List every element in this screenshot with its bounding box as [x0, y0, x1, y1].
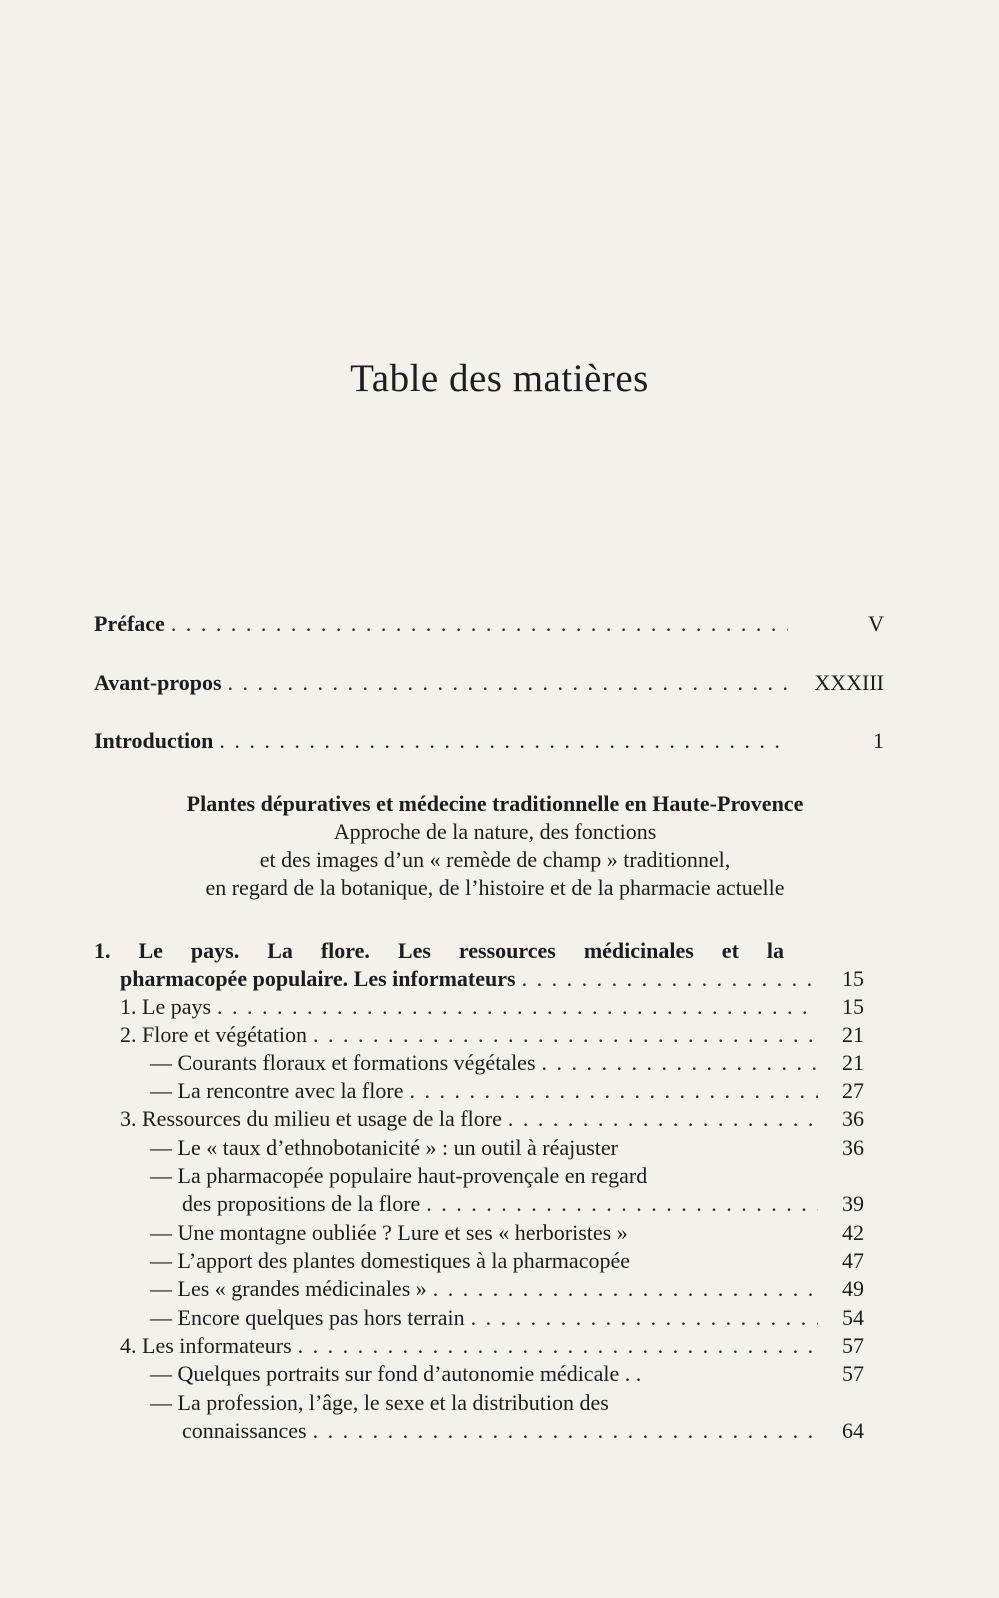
- toc-entry-label: Introduction: [94, 728, 214, 753]
- toc-subentry-label: 3. Ressources du milieu et usage de la flore: [120, 1106, 502, 1131]
- part-subtitle-line: en regard de la botanique, de l’histoire et de la pharmacie actuelle: [205, 875, 785, 900]
- toc-subentry-label: 4. Les informateurs: [120, 1333, 292, 1358]
- chapter-page: 15: [842, 966, 864, 991]
- dot-leader: [409, 1077, 818, 1105]
- part-title: Plantes dépuratives et médecine traditionnelle en Haute-Provence: [186, 791, 804, 816]
- toc-entry-introduction: [94, 727, 884, 755]
- toc-subentry: [150, 1360, 864, 1388]
- toc-subentry: [150, 1219, 864, 1247]
- dot-leader: [426, 1190, 818, 1218]
- toc-subentry-page: 49: [842, 1276, 864, 1301]
- toc-subentry: [150, 1077, 864, 1105]
- toc-subentry-page: 21: [842, 1022, 864, 1047]
- toc-subentry: [182, 1190, 864, 1218]
- dot-leader: [508, 1105, 818, 1133]
- toc-entry-label: Avant-propos: [94, 670, 222, 695]
- toc-subentry-label: — La rencontre avec la flore: [150, 1078, 404, 1103]
- toc-subentry-page: 47: [842, 1248, 864, 1273]
- toc-subentry-page: 39: [842, 1191, 864, 1216]
- toc-subentry-page: 27: [842, 1078, 864, 1103]
- toc-subentry-label: — Les « grandes médicinales »: [150, 1276, 427, 1301]
- toc-subentry: [120, 1332, 864, 1360]
- toc-entry-preface: [94, 610, 884, 638]
- toc-subentry-label: — L’apport des plantes domestiques à la pharmacopée: [150, 1248, 630, 1273]
- toc-subentry-label: — Quelques portraits sur fond d’autonomie médicale . .: [150, 1361, 642, 1386]
- page-title: Table des matières: [350, 357, 649, 400]
- toc-subentry: [182, 1417, 864, 1445]
- toc-subentry-label: des propositions de la flore: [182, 1191, 421, 1216]
- toc-subentry-label: — La profession, l’âge, le sexe et la distribution des: [150, 1390, 609, 1415]
- chapter-heading-label: pharmacopée populaire. Les informateurs: [120, 966, 516, 991]
- dot-leader: [298, 1332, 818, 1360]
- toc-subentry-page: 54: [842, 1305, 864, 1330]
- toc-subentry-page: 64: [842, 1418, 864, 1443]
- toc-subentry: [120, 1105, 864, 1133]
- toc-subentry-label: connaissances: [182, 1418, 307, 1443]
- toc-subentry-label: 1. Le pays: [120, 994, 212, 1019]
- toc-entry-page: XXXIII: [814, 670, 884, 695]
- toc-subentry: [150, 1275, 864, 1303]
- toc-subentry-page: 21: [842, 1050, 864, 1075]
- toc-subentry-page: 36: [842, 1106, 864, 1131]
- toc-subentry: [150, 1247, 864, 1275]
- dot-leader: [219, 727, 788, 755]
- toc-subentry-label: — Une montagne oubliée ? Lure et ses « herboristes »: [150, 1220, 628, 1245]
- toc-entry-label: Préface: [94, 611, 165, 636]
- toc-entry-page: 1: [873, 728, 884, 753]
- toc-subentry-label: — Le « taux d’ethnobotanicité » : un outil à réajuster: [150, 1135, 618, 1160]
- part-subtitle: [90, 790, 900, 902]
- part-subtitle-line: et des images d’un « remède de champ » traditionnel,: [259, 847, 731, 872]
- toc-entry-page: V: [868, 611, 884, 636]
- toc-subentry-label: — Encore quelques pas hors terrain: [150, 1305, 465, 1330]
- toc-subentry: [120, 1021, 864, 1049]
- toc-subentry-label: — La pharmacopée populaire haut-provençale en regard: [150, 1163, 648, 1188]
- toc-subentry: [150, 1134, 864, 1162]
- dot-leader: [313, 1021, 818, 1049]
- toc-subentry-page: 57: [842, 1361, 864, 1386]
- dot-leader: [471, 1304, 818, 1332]
- chapter-heading-line2: [120, 965, 864, 993]
- dot-leader: [313, 1417, 818, 1445]
- dot-leader: [228, 669, 788, 697]
- toc-subentry-page: 15: [842, 994, 864, 1019]
- chapter-heading-line1: 1. Le pays. La flore. Les ressources médicinales et la: [94, 938, 784, 963]
- toc-subentry: [150, 1304, 864, 1332]
- toc-subentry: [150, 1049, 864, 1077]
- toc-subentry-page: 36: [842, 1135, 864, 1160]
- toc-subentry-page: 57: [842, 1333, 864, 1358]
- toc-entry-avant-propos: [94, 669, 884, 697]
- toc-subentry: [120, 993, 864, 1021]
- dot-leader: [542, 1049, 818, 1077]
- toc-subentry-label: 2. Flore et végétation: [120, 1022, 307, 1047]
- dot-leader: [522, 965, 818, 993]
- dot-leader: [433, 1275, 818, 1303]
- toc-subentry-page: 42: [842, 1220, 864, 1245]
- toc-subentry-label: — Courants floraux et formations végétales: [150, 1050, 536, 1075]
- dot-leader: [171, 610, 788, 638]
- dot-leader: [217, 993, 818, 1021]
- part-subtitle-line: Approche de la nature, des fonctions: [333, 819, 657, 844]
